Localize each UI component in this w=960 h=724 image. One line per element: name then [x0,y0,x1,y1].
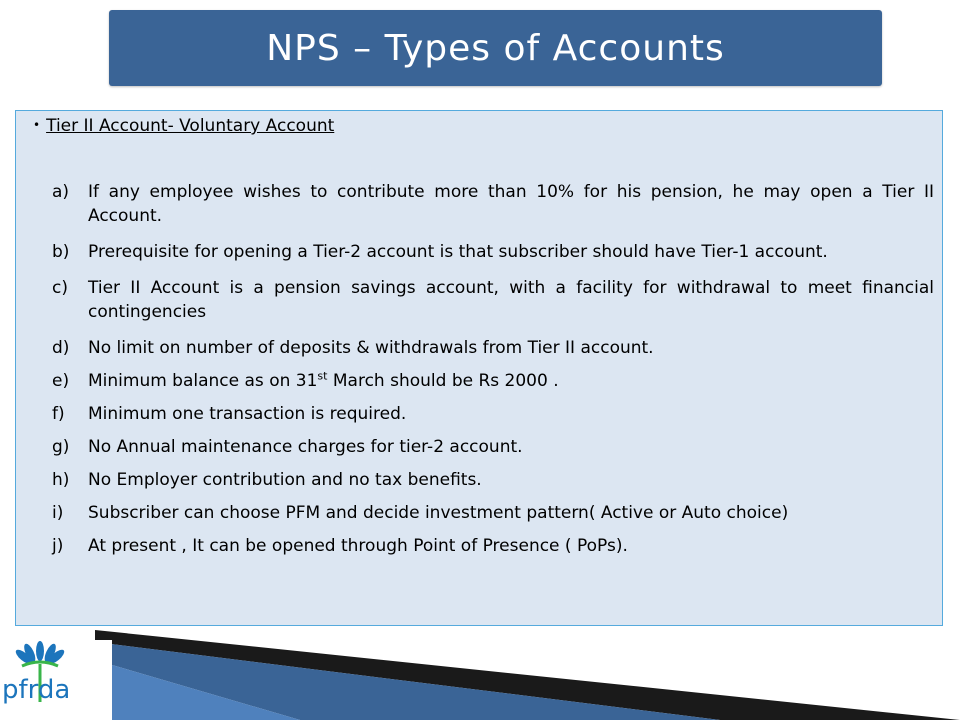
list-item [38,369,934,393]
item-text: No Annual maintenance charges for tier-2 account. [88,437,523,457]
list-item [38,402,934,426]
slide-title: NPS – Types of Accounts [266,27,725,69]
superscript: st [317,369,328,383]
item-marker: h) [52,470,70,490]
item-marker: g) [52,437,70,457]
item-text: If any employee wishes to contribute more than 10% for his pension, he may open a Tier II Account. [88,182,934,226]
points-list [38,180,934,567]
item-marker: i) [52,503,64,523]
section-heading [33,116,334,136]
section-heading-text: Tier II Account- Voluntary Account [46,116,335,136]
item-text: Prerequisite for opening a Tier-2 account is that subscriber should have Tier-1 account. [88,242,828,262]
list-item [38,534,934,558]
item-marker: f) [52,404,65,424]
list-item [38,336,934,360]
item-text: Minimum one transaction is required. [88,404,407,424]
item-marker: b) [52,242,70,262]
item-text: At present , It can be opened through Point of Presence ( PoPs). [88,536,628,556]
item-text: Tier II Account is a pension savings account, with a facility for withdrawal to meet financial contingencies [88,278,934,322]
item-text: No limit on number of deposits & withdrawals from Tier II account. [88,338,654,358]
item-text: Minimum balance as on 31st March should be Rs 2000 . [88,369,559,391]
item-text: Subscriber can choose PFM and decide investment pattern( Active or Auto choice) [88,503,789,523]
list-item [38,180,934,228]
list-item [38,276,934,324]
item-text: No Employer contribution and no tax benefits. [88,470,482,490]
decorative-swoosh [0,620,960,720]
logo-graphic [0,640,112,720]
title-bar [109,10,882,86]
item-marker: j) [52,536,64,556]
list-item [38,240,934,264]
list-item [38,501,934,525]
list-item [38,435,934,459]
item-marker: d) [52,338,70,358]
bullet-icon: • [33,118,41,132]
item-marker: e) [52,371,70,391]
item-marker: c) [52,278,68,298]
list-item [38,468,934,492]
pfrda-logo [0,640,112,720]
logo-text: pfrda [2,675,71,705]
item-marker: a) [52,182,70,202]
